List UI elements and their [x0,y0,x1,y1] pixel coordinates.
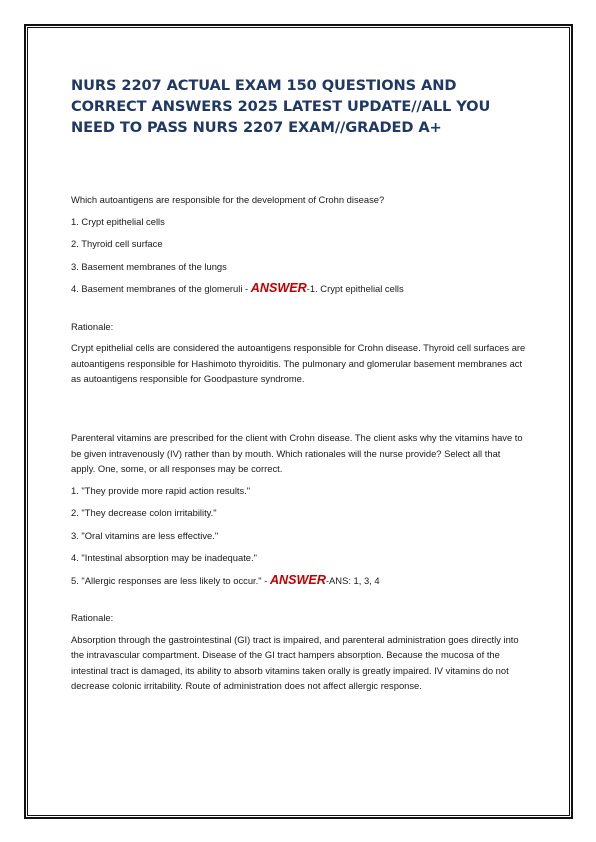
question-option: 5. "Allergic responses are less likely to occur." [71,574,262,586]
answer-separator: - [242,283,251,294]
question-block-1 [71,192,527,387]
answer-text: -1. Crypt epithelial cells [306,283,404,294]
document-title: NURS 2207 ACTUAL EXAM 150 QUESTIONS AND CORRECT ANSWERS 2025 LATEST UPDATE//ALL YOU NEED TO PASS NURS 2207 EXAM//GRADED A+ [71,77,491,136]
document-content [71,75,527,691]
question-stem: Which autoantigens are responsible for the development of Crohn disease? [71,194,385,205]
answer-line [71,281,527,297]
answer-tag: ANSWER [250,281,307,295]
answer-text: -ANS: 1, 3, 4 [325,574,380,586]
question-option: 2. Thyroid cell surface [71,238,163,249]
question-option: 4. Basement membranes of the glomeruli [71,283,243,294]
answer-separator: - [261,574,270,586]
rationale-label: Rationale: [71,612,114,623]
question-option: 4. "Intestinal absorption may be inadequate." [71,552,257,563]
question-block-2 [71,430,527,694]
question-option: 3. Basement membranes of the lungs [71,260,227,272]
rationale-text: Absorption through the gastrointestinal (GI) tract is impaired, and parenteral administration goes directly into the intravascular compartment. Disease of the GI tract hampers absorption. Because the mucosa of the intestinal tract is damaged, its ability to absorb vitamins taken orally is greatly impaired. IV vitamins do not decrease colonic irritability. Route of administration does not affect allergic response. [71,633,519,691]
rationale-label: Rationale: [71,320,114,332]
question-option: 3. "Oral vitamins are less effective." [71,529,219,541]
answer-tag: ANSWER [269,572,326,587]
question-stem: Parenteral vitamins are prescribed for the client with Crohn disease. The client asks why the vitamins have to be given intravenously (IV) rather than by mouth. Which rationales will the nurse provide? Select all that apply. One, some, or all responses may be correct. [71,432,523,474]
question-option: 2. "They decrease colon irritability." [71,507,217,518]
question-option: 1. Crypt epithelial cells [71,215,165,227]
page-border-inner [27,27,570,816]
question-option: 1. "They provide more rapid action results." [71,484,251,496]
answer-line [71,573,527,589]
rationale-text: Crypt epithelial cells are considered the autoantigens responsible for Crohn disease. Thyroid cell surfaces are autoantigens responsible for Hashimoto thyroiditis. The pulmonary and glomerular basement membranes act as autoantigens responsible for Goodpasture syndrome. [71,342,526,384]
